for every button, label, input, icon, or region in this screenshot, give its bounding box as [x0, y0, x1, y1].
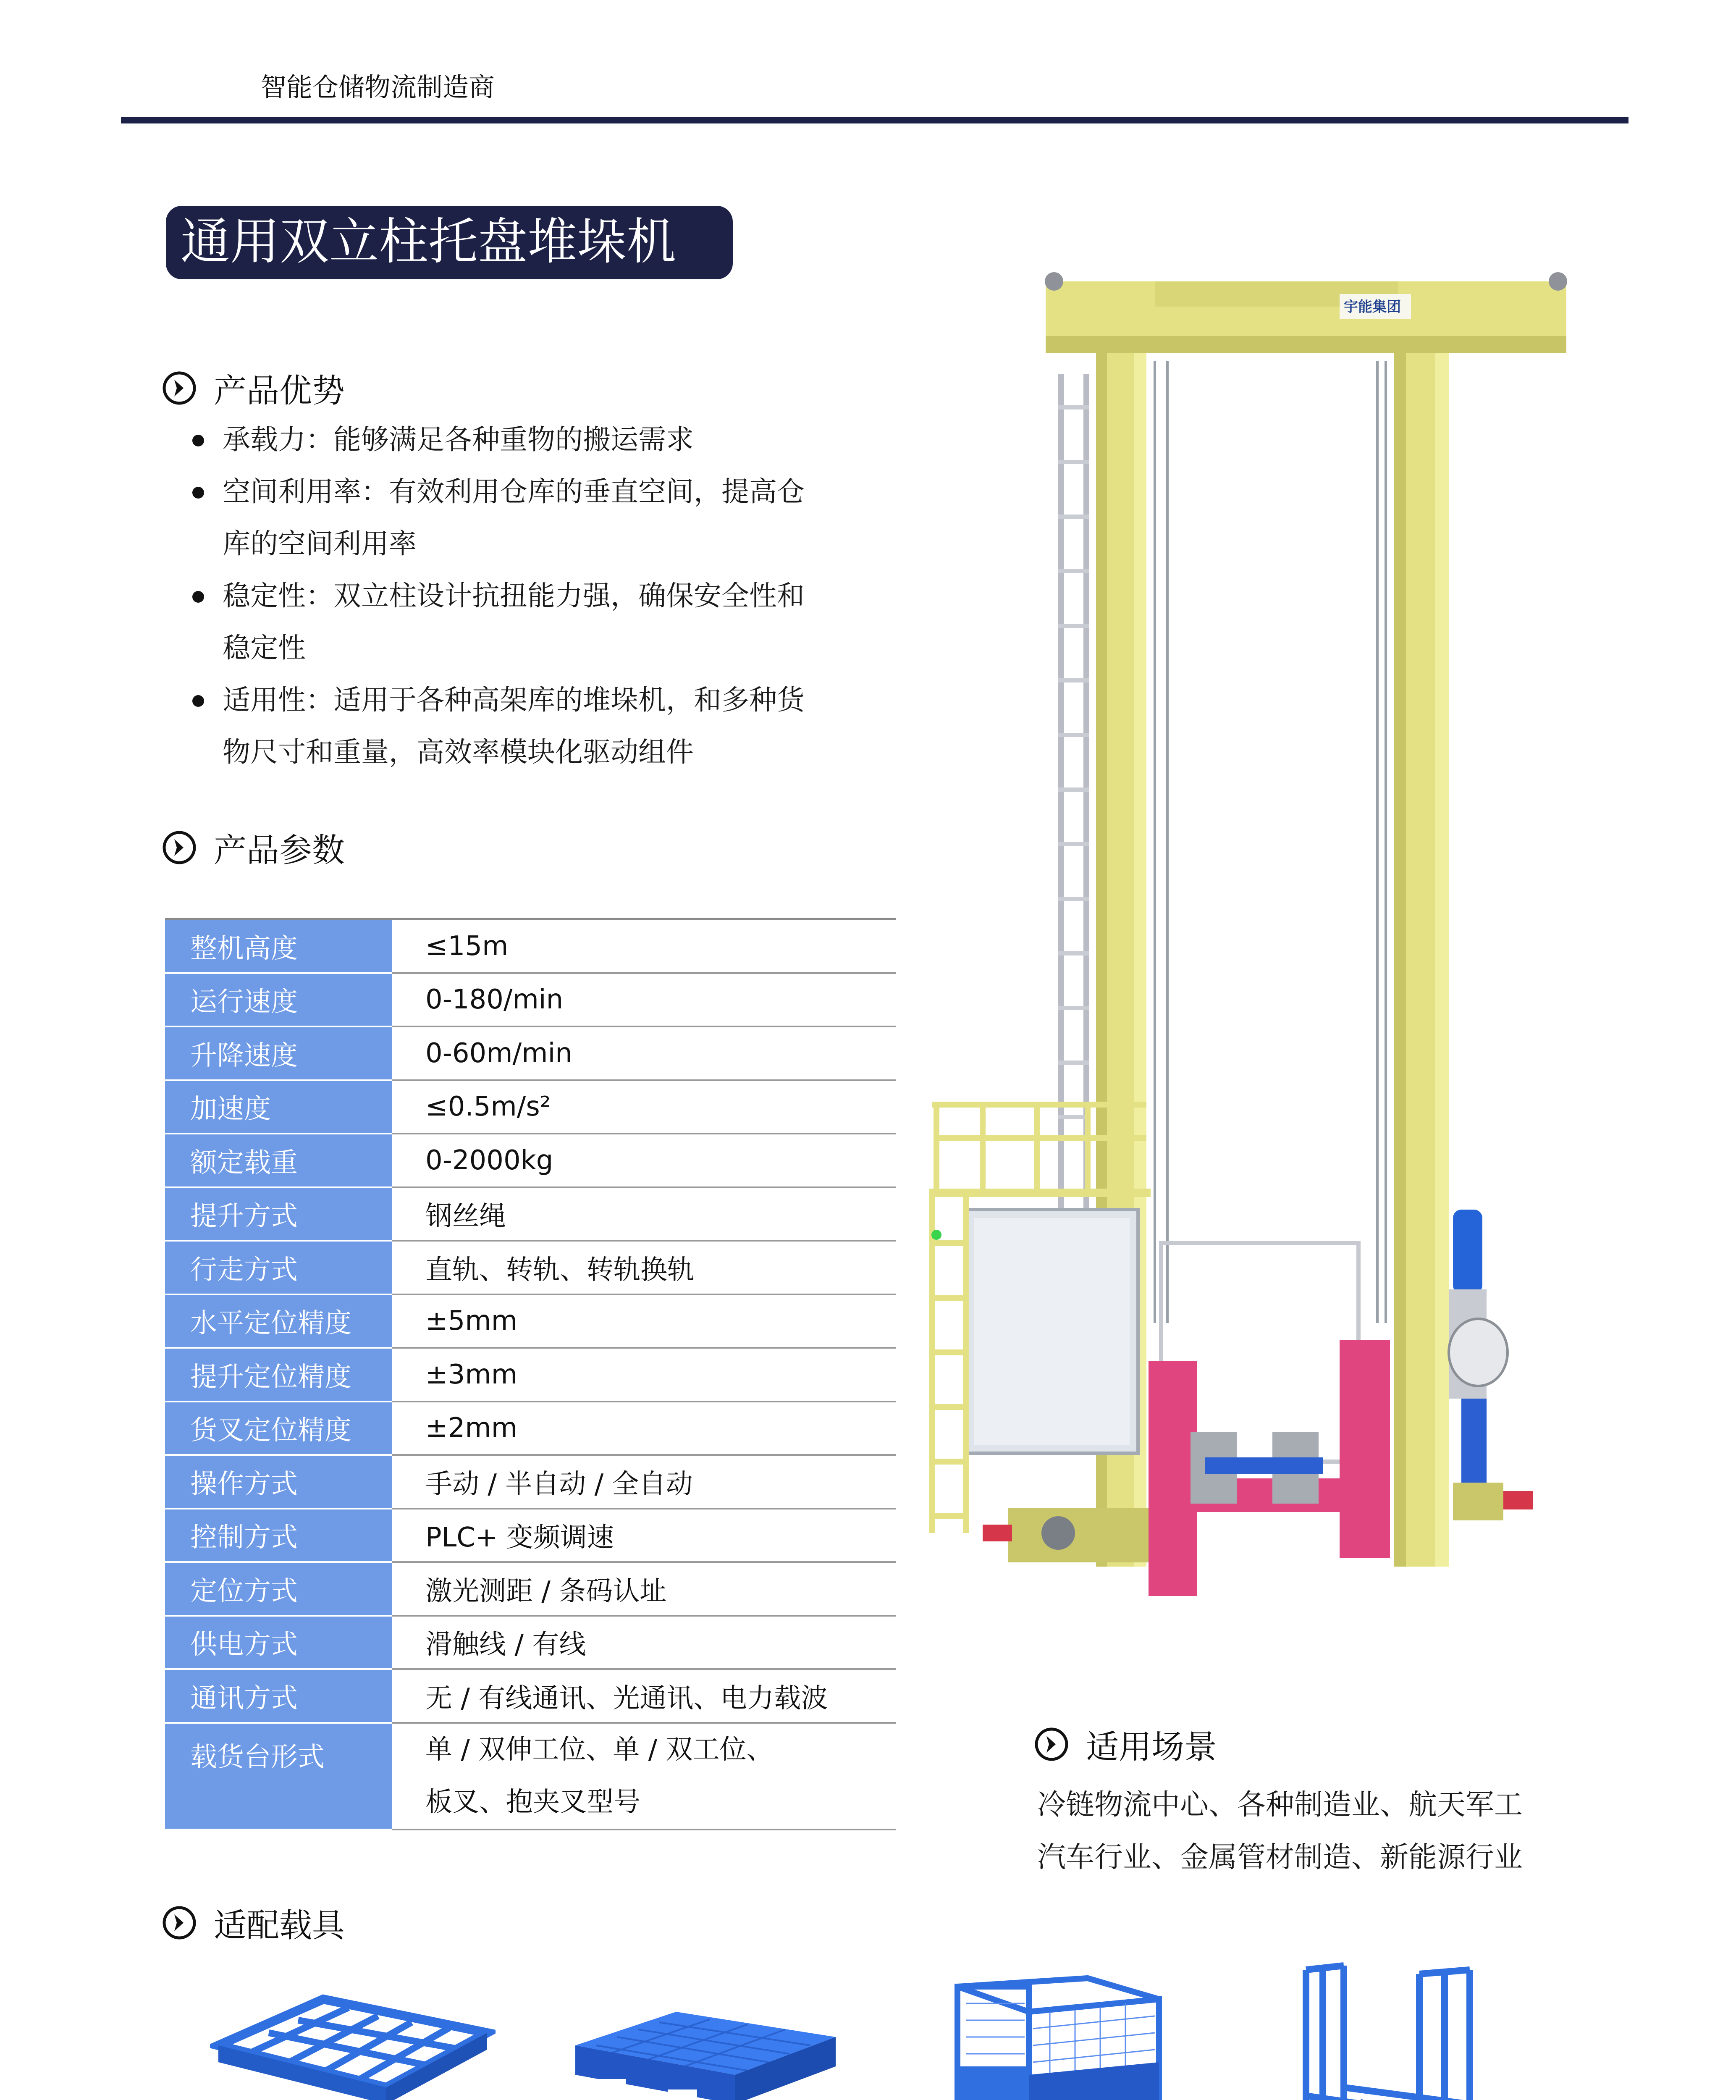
spec-row	[165, 1509, 896, 1562]
advantages-list	[185, 414, 865, 778]
spec-row	[165, 973, 896, 1027]
spec-value: ±5mm	[392, 1294, 896, 1348]
advantage-line: 稳定性	[223, 632, 306, 664]
spec-key: 载货台形式	[165, 1723, 392, 1830]
spec-value: 0-2000kg	[392, 1134, 896, 1187]
chevron-circle-icon	[162, 1905, 197, 1940]
spec-key: 升降速度	[165, 1026, 392, 1080]
advantage-line: 稳定性：双立柱设计抗扭能力强，确保安全性和	[223, 580, 805, 612]
steel-pallet-image	[210, 1991, 496, 2100]
spec-key: 整机高度	[165, 919, 392, 973]
carriers-heading	[162, 1899, 345, 1946]
spec-row	[165, 919, 896, 973]
advantage-line: 空间利用率：有效利用仓库的垂直空间，提高仓	[223, 475, 805, 508]
params-heading-text: 产品参数	[214, 832, 345, 869]
spec-row	[165, 1455, 896, 1509]
advantage-line: 物尺寸和重量，高效率模块化驱动组件	[223, 736, 694, 768]
chevron-circle-icon	[1034, 1727, 1069, 1762]
spec-row	[165, 1402, 896, 1455]
advantage-line: 承载力：能够满足各种重物的搬运需求	[223, 423, 694, 456]
spec-key: 额定载重	[165, 1134, 392, 1187]
spec-row	[165, 1080, 896, 1134]
spec-value: ±2mm	[392, 1402, 896, 1455]
scenes-text	[1037, 1779, 1688, 1884]
spec-value-line: 单 / 双伸工位、单 / 双工位、	[425, 1734, 774, 1765]
spec-row	[165, 1026, 896, 1080]
spec-key: 通讯方式	[165, 1669, 392, 1723]
chevron-circle-icon	[162, 830, 197, 865]
spec-table	[165, 918, 896, 1830]
chevron-circle-icon	[162, 370, 197, 406]
spec-value: 0-180/min	[392, 973, 896, 1027]
spec-key: 定位方式	[165, 1562, 392, 1616]
drive-unit-left	[983, 1508, 1151, 1562]
scenes-heading	[1034, 1721, 1217, 1768]
hoist-motor	[1449, 1210, 1533, 1520]
spec-row	[165, 1723, 896, 1830]
advantage-item	[185, 570, 865, 674]
ladder	[1058, 374, 1089, 1352]
carriers-heading-text: 适配载具	[214, 1907, 345, 1945]
spec-row	[165, 1134, 896, 1187]
page-title: 通用双立柱托盘堆垛机	[181, 213, 677, 270]
spec-value: 手动 / 半自动 / 全自动	[392, 1455, 896, 1509]
scenes-line: 冷链物流中心、各种制造业、航天军工	[1037, 1788, 1523, 1822]
spec-row	[165, 1241, 896, 1294]
spec-value: 直轨、转轨、转轨换轨	[392, 1241, 896, 1294]
spec-value	[392, 1723, 896, 1830]
spec-key: 行走方式	[165, 1241, 392, 1294]
spec-value: 滑触线 / 有线	[392, 1616, 896, 1670]
spec-value: ±3mm	[392, 1348, 896, 1402]
stacking-rack-image	[1293, 1957, 1487, 2100]
spec-key: 控制方式	[165, 1509, 392, 1562]
advantage-item	[185, 674, 865, 778]
params-heading	[162, 824, 345, 871]
spec-row	[165, 1616, 896, 1670]
lift-carriage	[1149, 1243, 1390, 1596]
scenes-heading-text: 适用场景	[1086, 1728, 1217, 1766]
advantage-line: 库的空间利用率	[223, 528, 417, 560]
spec-row	[165, 1294, 896, 1348]
mesh-container-image	[949, 1970, 1167, 2100]
spec-key: 加速度	[165, 1080, 392, 1134]
spec-value: ≤15m	[392, 919, 896, 973]
spec-row	[165, 1348, 896, 1402]
brand-logo-text: 宇能集团	[1344, 299, 1401, 315]
scenes-line: 汽车行业、金属管材制造、新能源行业	[1037, 1841, 1523, 1874]
stacker-crane-illustration	[920, 265, 1575, 1617]
spec-key: 货叉定位精度	[165, 1402, 392, 1455]
spec-row	[165, 1187, 896, 1241]
header-divider	[121, 117, 1628, 123]
header-tagline: 智能仓储物流制造商	[260, 72, 495, 102]
advantages-heading	[162, 365, 345, 412]
spec-value: 激光测距 / 条码认址	[392, 1562, 896, 1616]
spec-key: 水平定位精度	[165, 1294, 392, 1348]
spec-value: 钢丝绳	[392, 1187, 896, 1241]
spec-key: 操作方式	[165, 1455, 392, 1509]
spec-value-line: 板叉、抱夹叉型号	[425, 1786, 640, 1818]
spec-row	[165, 1669, 896, 1723]
spec-key: 提升定位精度	[165, 1348, 392, 1402]
mast-right	[1394, 340, 1449, 1567]
top-beam	[1045, 272, 1567, 353]
spec-key: 供电方式	[165, 1616, 392, 1670]
advantage-line: 适用性：适用于各种高架库的堆垛机，和多种货	[223, 684, 805, 716]
advantage-item	[185, 414, 865, 466]
spec-value: ≤0.5m/s²	[392, 1080, 896, 1134]
spec-row	[165, 1562, 896, 1616]
advantage-item	[185, 466, 865, 570]
plastic-pallet-image	[571, 2003, 840, 2100]
spec-value: 0-60m/min	[392, 1026, 896, 1080]
spec-key: 运行速度	[165, 973, 392, 1027]
spec-value: PLC+ 变频调速	[392, 1509, 896, 1562]
advantages-heading-text: 产品优势	[214, 372, 345, 410]
spec-key: 提升方式	[165, 1187, 392, 1241]
spec-value: 无 / 有线通讯、光通讯、电力载波	[392, 1669, 896, 1723]
